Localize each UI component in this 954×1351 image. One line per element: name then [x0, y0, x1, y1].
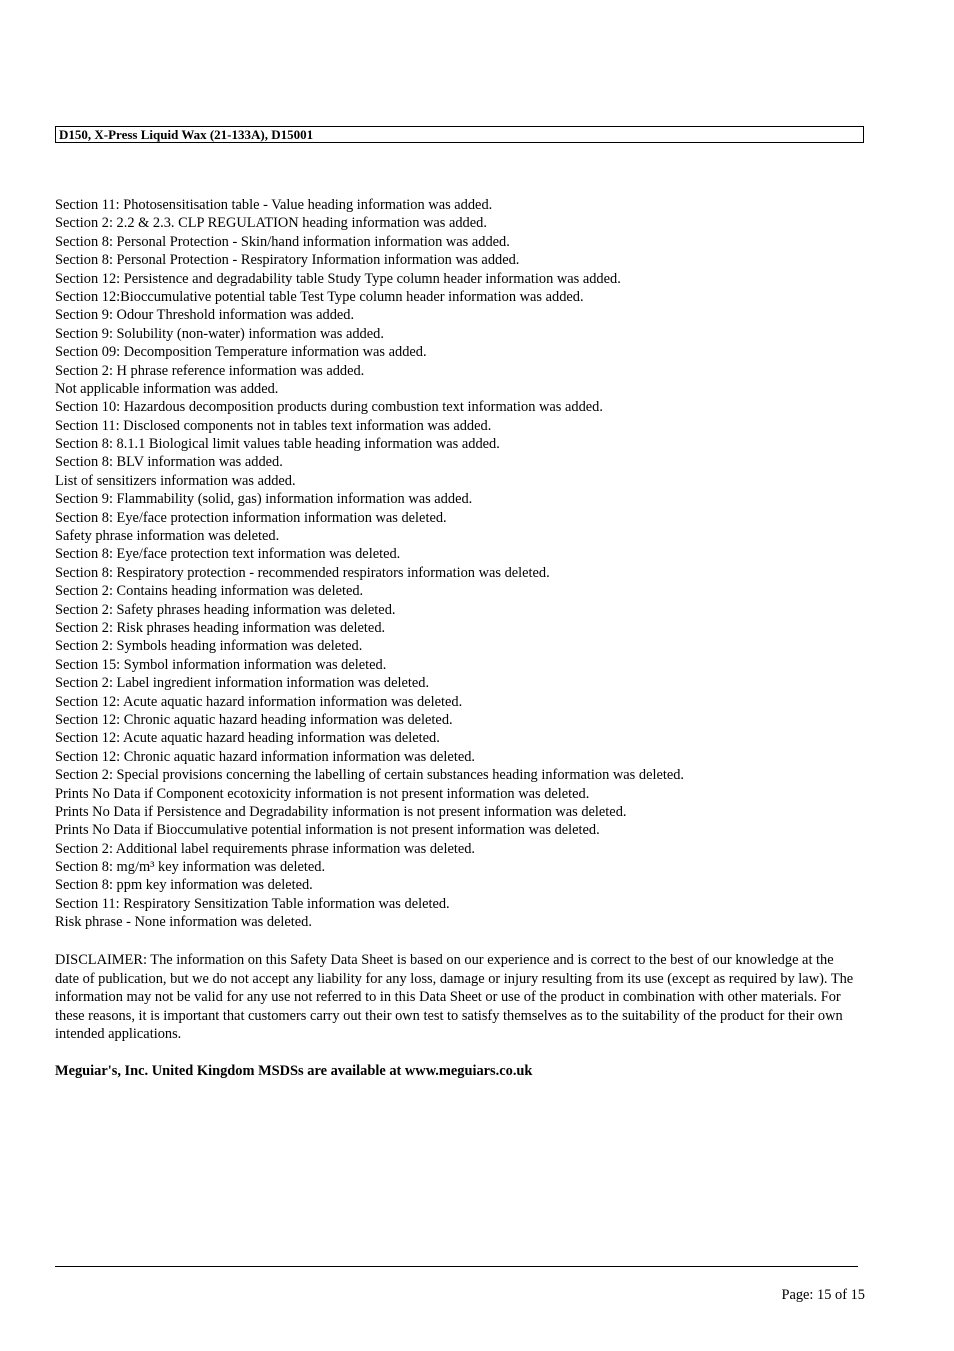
list-item: Section 8: Personal Protection - Respiratory Information information was added.: [55, 252, 520, 269]
list-item: Section 15: Symbol information information was deleted.: [55, 656, 387, 673]
list-item: Section 8: mg/m³ key information was deleted.: [55, 859, 326, 876]
disclaimer-paragraph: DISCLAIMER: The information on this Safety Data Sheet is based on our experience and is correct to the best of our knowledge at the date of publication, but we do not accept any liability for any loss, damage or injury resulting from its use (except as required by law). The information may not be valid for any use not referred to in this Data Sheet or use of the product in combination with other materials. For these reasons, it is important that customers carry out their own test to satisfy themselves as to the suitability of the product for their own intended applications.: [55, 952, 854, 1042]
list-item: Section 8: Personal Protection - Skin/hand information information was added.: [55, 233, 510, 250]
list-item: Section 09: Decomposition Temperature information was added.: [55, 344, 427, 361]
list-item: Risk phrase - None information was deleted.: [55, 914, 312, 931]
list-item: Section 9: Flammability (solid, gas) information information was added.: [55, 491, 473, 508]
list-item: Section 2: Safety phrases heading information was deleted.: [55, 601, 396, 618]
revision-changes-list: [55, 196, 885, 932]
footer-divider: [55, 1266, 858, 1267]
list-item: Section 8: BLV information was added.: [55, 454, 283, 471]
list-item: Section 8: Respiratory protection - recommended respirators information was deleted.: [55, 564, 550, 581]
list-item: Section 9: Odour Threshold information was added.: [55, 307, 355, 324]
document-header: [55, 126, 864, 143]
list-item: Section 2: Contains heading information was deleted.: [55, 583, 364, 600]
list-item: Section 12: Persistence and degradability table Study Type column header information was added.: [55, 270, 621, 287]
msds-availability-note: Meguiar's, Inc. United Kingdom MSDSs are available at www.meguiars.co.uk: [55, 1063, 533, 1079]
list-item: Section 8: ppm key information was deleted.: [55, 877, 313, 894]
list-item: Section 8: Eye/face protection text information was deleted.: [55, 546, 401, 563]
list-item: Section 12: Acute aquatic hazard information information was deleted.: [55, 693, 463, 710]
list-item: Section 2: Label ingredient information information was deleted.: [55, 675, 430, 692]
list-item: Section 11: Photosensitisation table - Value heading information was added.: [55, 197, 493, 213]
page-number: Page: 15 of 15: [781, 1287, 865, 1303]
list-item: Section 11: Disclosed components not in tables text information was added.: [55, 417, 492, 434]
list-item: Section 2: H phrase reference information was added.: [55, 362, 365, 379]
list-item: Section 2: Risk phrases heading information was deleted.: [55, 619, 386, 636]
list-item: Section 12: Chronic aquatic hazard heading information was deleted.: [55, 711, 453, 728]
list-item: Safety phrase information was deleted.: [55, 528, 280, 545]
list-item: Section 9: Solubility (non-water) information was added.: [55, 325, 384, 342]
list-item: Section 12: Acute aquatic hazard heading information was deleted.: [55, 730, 440, 747]
list-item: Section 8: Eye/face protection information information was deleted.: [55, 509, 447, 526]
list-item: Not applicable information was added.: [55, 380, 279, 397]
list-item: Section 2: Additional label requirements phrase information was deleted.: [55, 840, 476, 857]
list-item: Section 10: Hazardous decomposition products during combustion text information was added.: [55, 399, 603, 416]
document-title: D150, X-Press Liquid Wax (21-133A), D15001: [59, 127, 314, 142]
list-item: Section 2: Special provisions concerning the labelling of certain substances heading information was deleted.: [55, 767, 685, 784]
list-item: Prints No Data if Bioccumulative potential information is not present information was deleted.: [55, 822, 600, 839]
list-item: Section 2: Symbols heading information was deleted.: [55, 638, 363, 655]
list-item: Prints No Data if Persistence and Degradability information is not present information was deleted.: [55, 803, 627, 820]
list-item: Section 12: Chronic aquatic hazard information information was deleted.: [55, 748, 475, 765]
list-item: Section 12:Bioccumulative potential table Test Type column header information was added.: [55, 288, 584, 305]
list-item: Section 11: Respiratory Sensitization Table information was deleted.: [55, 895, 450, 912]
list-item: Section 8: 8.1.1 Biological limit values table heading information was added.: [55, 436, 500, 453]
list-item: List of sensitizers information was added.: [55, 472, 296, 489]
list-item: Prints No Data if Component ecotoxicity information is not present information was deleted.: [55, 785, 590, 802]
list-item: Section 2: 2.2 & 2.3. CLP REGULATION heading information was added.: [55, 215, 487, 232]
